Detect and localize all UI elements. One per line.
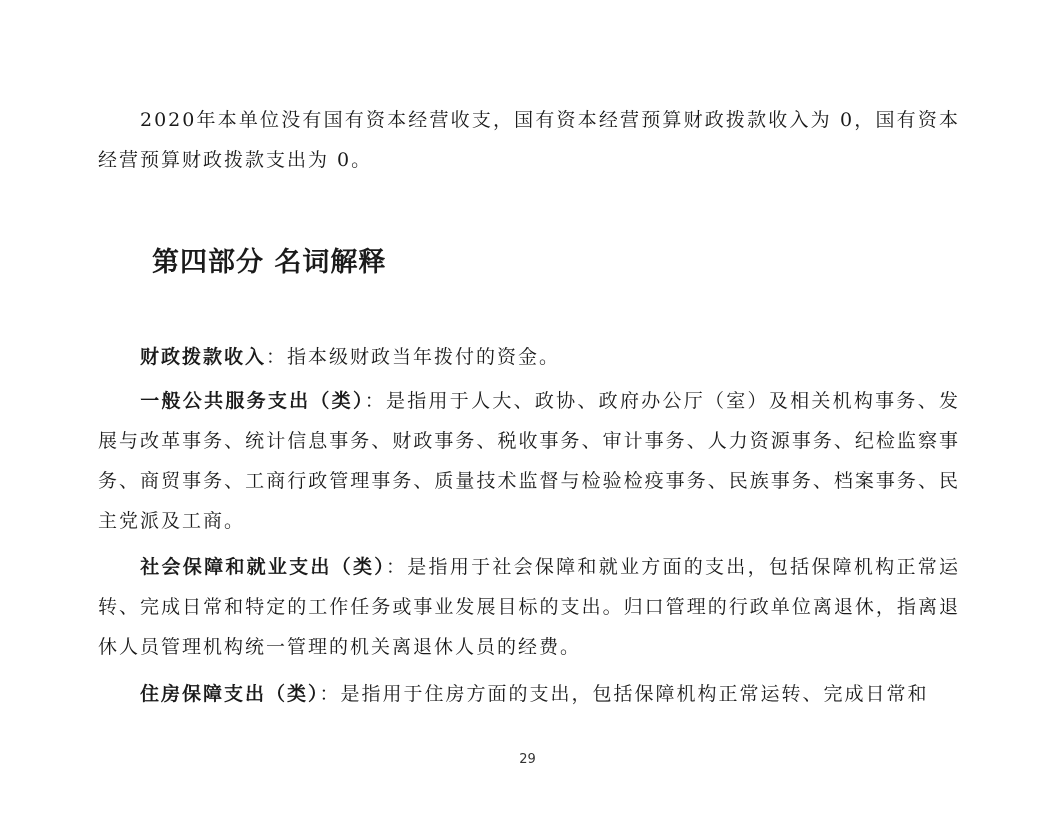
definition-text: 是指用于住房方面的支出，包括保障机构正常运转、完成日常和 (340, 683, 929, 705)
definition-separator: ： (266, 346, 288, 368)
definition-term: 一般公共服务支出（类） (140, 390, 365, 412)
definition-text: 指本级财政当年拨付的资金。 (287, 346, 561, 368)
definition-separator: ： (319, 683, 341, 705)
section-heading: 第四部分 名词解释 (152, 247, 387, 278)
definition-paragraph (98, 547, 960, 667)
definition-paragraph (98, 337, 960, 377)
definition-term: 社会保障和就业支出（类） (140, 556, 386, 578)
intro-text: 2020年本单位没有国有资本经营收支，国有资本经营预算财政拨款收入为 0，国有资本经营预算财政拨款支出为 0。 (98, 109, 960, 171)
definition-separator: ： (364, 390, 386, 412)
definition-text: 是指用于人大、政协、政府办公厅（室）及相关机构事务、发展与改革事务、统计信息事务、财政事务、税收事务、审计事务、人力资源事务、纪检监察事务、商贸事务、工商行政管理事务、质量技术监督与检验检疫事务、民族事务、档案事务、民主党派及工商。 (98, 390, 960, 532)
intro-paragraph (98, 100, 960, 180)
definition-text: 是指用于社会保障和就业方面的支出，包括保障机构正常运转、完成日常和特定的工作任务或事业发展目标的支出。归口管理的行政单位离退休，指离退休人员管理机构统一管理的机关离退休人员的经费。 (98, 556, 960, 658)
definition-separator: ： (386, 556, 408, 578)
page-number: 29 (519, 752, 536, 767)
definition-paragraph (98, 381, 960, 541)
definition-paragraph (98, 674, 960, 714)
definition-term: 财政拨款收入 (140, 346, 267, 368)
definition-term: 住房保障支出（类） (140, 683, 320, 705)
